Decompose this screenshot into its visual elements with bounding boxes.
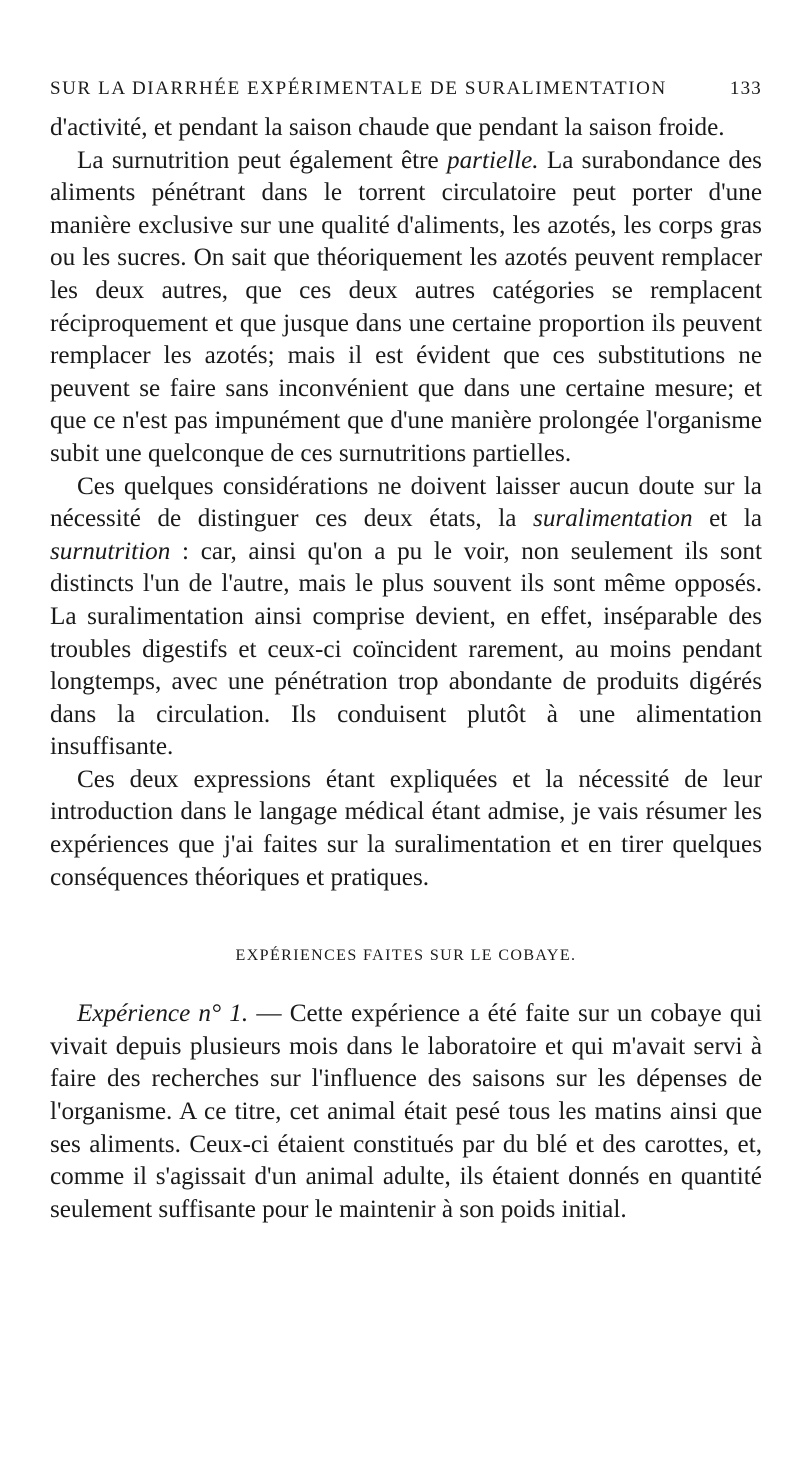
page-body: [50, 112, 762, 1226]
text-run: : car, ainsi qu'on a pu le voir, non seulement ils sont distincts l'un de l'autre, mais le plus souvent ils sont même opposés. La suralimentation ainsi comprise devient, en effet, inséparable des troubles digestifs et ceux-ci coïncident rarement, au moins pendant longtemps, avec une pénétration trop abondante de produits digérés dans la circulation. Ils conduisent plutôt à une alimentation insuffisante.: [50, 537, 762, 761]
experiment-dash: —: [248, 1000, 290, 1028]
text-run: La surabondance des aliments pénétrant dans le torrent circulatoire peut porter d'une manière exclusive sur une qualité d'aliments, les azotés, les corps gras ou les sucres. On sait que théoriquement les azotés peuvent remplacer les deux autres, que ces deux autres catégories se remplacent réciproquement et que jusque dans une certaine proportion ils peuvent remplacer les azotés; mais il est évident que ces substitutions ne peuvent se faire sans inconvénient que dans une certaine mesure; et que ce n'est pas impunément que d'une manière prolongée l'organisme subit une quelconque de ces surnutritions partielles.: [50, 146, 762, 467]
running-title: SUR LA DIARRHÉE EXPÉRIMENTALE DE SURALIMENTATION: [50, 78, 667, 99]
emphasis-suralimentation: suralimentation: [533, 505, 693, 533]
emphasis-surnutrition: surnutrition: [50, 537, 171, 565]
page-number: 133: [729, 78, 762, 99]
paragraph-considerations: [50, 471, 762, 764]
section-heading: EXPÉRIENCES FAITES SUR LE COBAYE.: [235, 947, 577, 965]
emphasis-partielle: partielle.: [446, 146, 539, 174]
experiment-text: Cette expérience a été faite sur un cobaye qui vivait depuis plusieurs mois dans le laboratoire et qui m'avait servi à faire des recherches sur l'influence des saisons sur les dépenses de l'organisme. A ce titre, cet animal était pesé tous les matins ainsi que ses aliments. Ceux-ci étaient constitués par du blé et des carottes, et, comme il s'agissait d'un animal adulte, ils étaient donnés en quantité seulement suffisante pour le maintenir à son poids initial.: [50, 1000, 763, 1223]
paragraph-experience-1: [50, 998, 762, 1226]
paragraph-continuation: d'activité, et pendant la saison chaude que pendant la saison froide.: [50, 114, 725, 141]
text-run: et la: [692, 505, 762, 533]
paragraph-expressions: Ces deux expressions étant expliquées et la nécessité de leur introduction dans le langage médical étant admise, je vais résumer les expériences que j'ai faites sur la suralimentation et en tirer quelques conséquences théoriques et pratiques.: [50, 765, 762, 891]
experiment-label: Expérience n° 1.: [77, 1000, 249, 1028]
text-run: Ces quelques considérations ne doivent laisser aucun doute sur la nécessité de distinguer ces deux états, la: [50, 472, 762, 533]
running-header: [50, 78, 762, 100]
text-run: La surnutrition peut également être: [77, 146, 447, 174]
book-page: [50, 0, 762, 1476]
paragraph-surnutrition-partielle: [50, 145, 762, 471]
